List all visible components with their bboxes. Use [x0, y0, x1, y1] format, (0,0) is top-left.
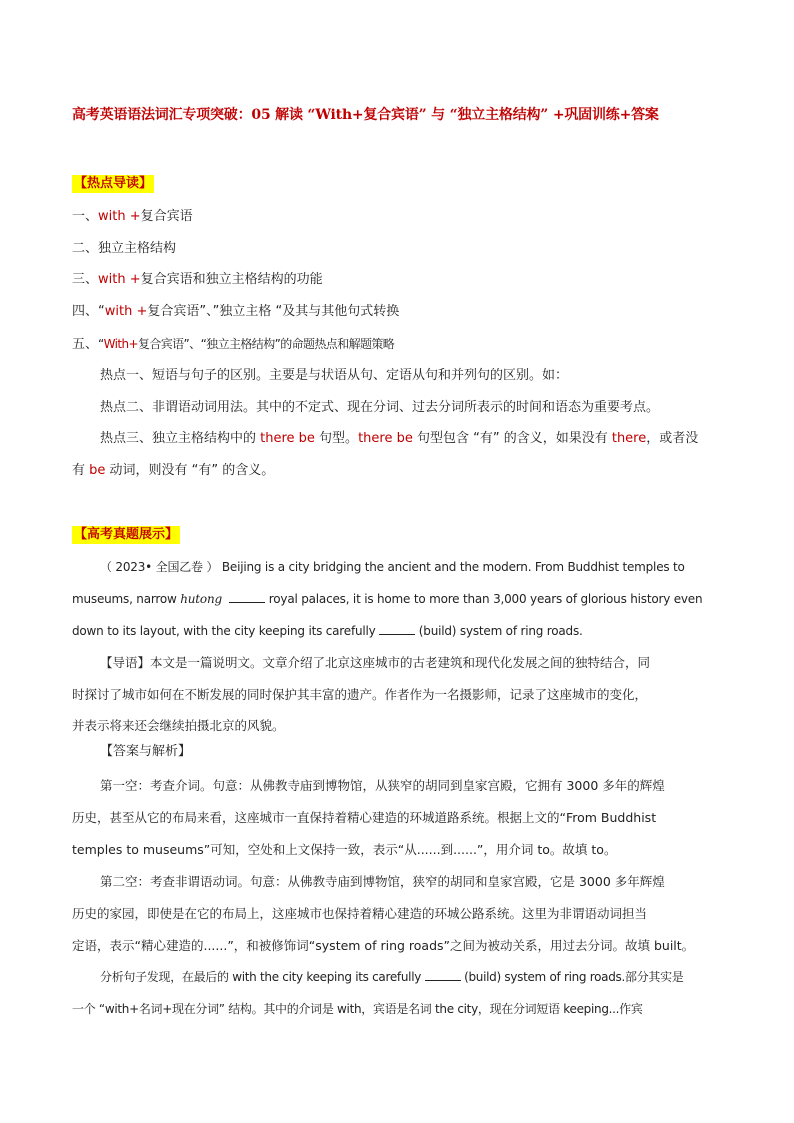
answer-1-line-2: 历史，甚至从它的布局来看，这座城市一直保持着精心建造的环城道路系统。根据上文的“From Buddhist	[72, 810, 657, 825]
hot-point-2: 热点二、非谓语动词用法。其中的不定式、现在分词、过去分词所表示的时间和语态为重要考点。	[100, 400, 660, 415]
text: (build) system of ring roads.部分其实是	[460, 970, 684, 984]
text: (build) system of ring roads.	[415, 624, 583, 638]
item-text: 复合宾语	[140, 209, 193, 224]
text: ，或者没	[646, 431, 699, 446]
section-tag-hot-guide: 【热点导读】	[74, 176, 153, 191]
answer-2-line-2: 历史的家园，即使是在它的布局上，这座城市也保持着精心建造的环城公路系统。这里为非谓语动词担当	[72, 906, 648, 921]
item-prefix: “	[98, 304, 105, 319]
answer-tag: 【答案与解析】	[100, 744, 192, 759]
item-number: 五、	[72, 337, 99, 352]
text: 句型。	[314, 431, 359, 446]
red-text: there be	[260, 431, 315, 446]
section-tag-exam: 【高考真题展示】	[74, 527, 179, 542]
text: 分析句子发现，在最后的 with the city keeping its carefully	[100, 970, 422, 984]
hot-point-3-cont	[72, 462, 732, 480]
text: 动词，则没有 “有” 的含义。	[105, 463, 275, 478]
item-prefix: “	[98, 337, 104, 351]
text: 热点三、独立主格结构中的	[100, 431, 261, 446]
item-number: 二、	[72, 241, 99, 256]
item-text: 独立主格结构	[98, 241, 177, 256]
text: down to its layout, with the city keeping its carefully	[72, 624, 376, 638]
item-red-text: with +	[98, 272, 141, 287]
page-title: 高考英语语法词汇专项突破：05 解读 “With+复合宾语” 与 “独立主格结构” +巩固训练+答案	[72, 107, 659, 123]
analysis-line-2: 一个 “with+名词+现在分词” 结构。其中的介词是 with，宾语是名词 the city，现在分词短语 keeping...作宾	[72, 1002, 643, 1016]
answer-2-line-1: 第二空：考查非谓语动词。句意：从佛教寺庙到博物馆，狭窄的胡同和皇家宫殿，它是 3000 多年辉煌	[100, 874, 665, 889]
hot-point-3	[100, 430, 740, 448]
item-number: 三、	[72, 272, 99, 287]
list-item	[72, 335, 732, 354]
answer-1-line-3: temples to museums”可知，空处和上文保持一致，表示“从......到......”，用介词 to。故填 to。	[72, 842, 617, 857]
question-line-3	[72, 622, 732, 640]
answer-blank-2	[379, 622, 415, 635]
italic-word: hutong	[180, 592, 222, 606]
text: royal palaces, it is home to more than 3,000 years of glorious history even	[265, 592, 703, 606]
item-red-text: With+	[103, 337, 138, 351]
item-text: 复合宾语”、“独立主格结构”的命题热点和解题策略	[137, 337, 395, 351]
item-text: 复合宾语和独立主格结构的功能	[140, 272, 323, 287]
guide-line-2: 时探讨了城市如何在不断发展的同时保护其丰富的遗产。作者作为一名摄影师，记录了这座城市的变化，	[72, 687, 648, 702]
question-line-2	[72, 590, 732, 608]
list-item	[72, 208, 732, 226]
list-item	[72, 303, 732, 321]
text: 句型包含 “有” 的含义，如果没有	[412, 431, 612, 446]
item-number: 一、	[72, 209, 99, 224]
hot-point-1: 热点一、短语与句子的区别。主要是与状语从句、定语从句和并列句的区别。如：	[100, 368, 569, 383]
analysis-line-1	[100, 968, 740, 986]
item-number: 四、	[72, 304, 99, 319]
answer-blank-1	[229, 590, 265, 603]
guide-line-1: 【导语】本文是一篇说明文。文章介绍了北京这座城市的古老建筑和现代化发展之间的独特结合，同	[100, 655, 651, 670]
list-item	[72, 271, 732, 289]
answer-1-line-1: 第一空：考查介词。句意：从佛教寺庙到博物馆，从狭窄的胡同到皇家宫殿，它拥有 3000 多年的辉煌	[100, 778, 665, 793]
text: museums, narrow	[72, 592, 181, 606]
red-text: there	[611, 431, 647, 446]
red-text: be	[89, 463, 106, 478]
item-text: 复合宾语”、”独立主格 “及其与其他句式转换	[147, 304, 400, 319]
answer-blank-3	[425, 968, 461, 981]
red-text: there be	[358, 431, 413, 446]
answer-2-line-3: 定语，表示“精心建造的......”，和被修饰词“system of ring roads”之间为被动关系，用过去分词。故填 built。	[72, 938, 695, 953]
text: 有	[72, 463, 90, 478]
question-line-1: （ 2023• 全国乙卷 ） Beijing is a city bridging the ancient and the modern. From Buddhist temples to	[100, 560, 685, 574]
guide-line-3: 并表示将来还会继续拍摄北京的风貌。	[72, 718, 285, 733]
item-red-text: with +	[104, 304, 148, 319]
list-item	[72, 240, 732, 258]
item-red-text: with +	[98, 209, 141, 224]
